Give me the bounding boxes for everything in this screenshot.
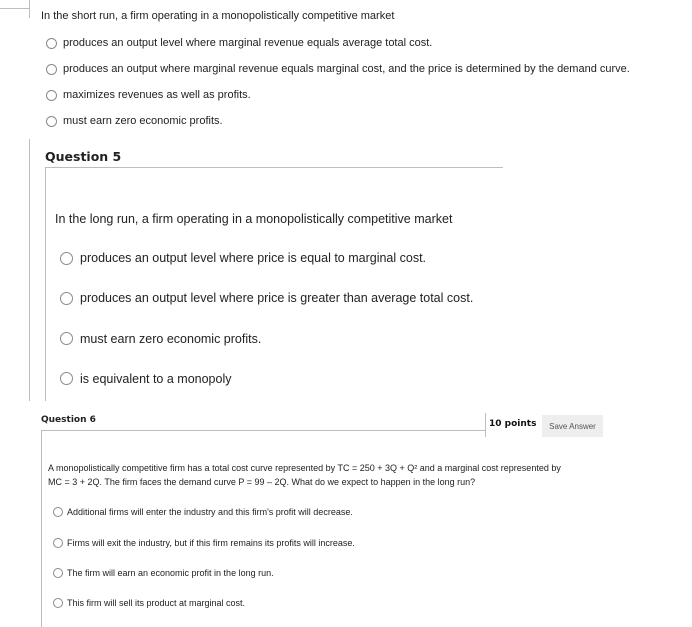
q4-option-4-radio[interactable] <box>46 116 57 127</box>
question-5-inner-left-border <box>45 167 46 401</box>
q6-option-4-radio[interactable] <box>53 598 63 608</box>
q5-option-4-label: is equivalent to a monopoly <box>80 372 232 386</box>
q5-option-1-label: produces an output level where price is equal to marginal cost. <box>80 251 427 265</box>
q5-option-3-label: must earn zero economic profits. <box>80 332 262 346</box>
question-6-points-divider <box>485 413 486 437</box>
q6-option-2-label: Firms will exit the industry, but if this firm remains its profits will increase. <box>67 538 355 548</box>
q5-option-4-radio[interactable] <box>60 372 73 385</box>
question-6-left-border <box>41 430 42 627</box>
q4-option-3-label: maximizes revenues as well as profits. <box>63 89 251 101</box>
q6-option-4-label: This firm will sell its product at marginal cost. <box>67 598 246 608</box>
question-5-prompt: In the long run, a firm operating in a monopolistically competitive market <box>55 212 453 226</box>
q5-option-2-label: produces an output level where price is greater than average total cost. <box>80 291 474 305</box>
q6-option-1-radio[interactable] <box>53 507 63 517</box>
save-answer-button[interactable]: Save Answer <box>542 415 603 437</box>
q4-option-3-radio[interactable] <box>46 90 57 101</box>
q6-option-2-radio[interactable] <box>53 538 63 548</box>
question-5-outer-left-border <box>29 139 30 401</box>
q4-option-4-label: must earn zero economic profits. <box>63 115 223 127</box>
question-6-title-underline <box>41 430 485 431</box>
question-5-title-underline <box>45 167 503 168</box>
question-5-title: Question 5 <box>45 149 122 164</box>
q4-option-2-label: produces an output where marginal revenue equals marginal cost, and the price is determined by the demand curve. <box>63 63 630 75</box>
q5-option-1-radio[interactable] <box>60 252 73 265</box>
q5-option-2-radio[interactable] <box>60 292 73 305</box>
q5-option-3-radio[interactable] <box>60 332 73 345</box>
q4-option-1-radio[interactable] <box>46 38 57 49</box>
q4-option-2-radio[interactable] <box>46 64 57 75</box>
question-6-prompt-line-2: MC = 3 + 2Q. The firm faces the demand curve P = 99 – 2Q. What do we expect to happen in the long run? <box>48 477 476 487</box>
q4-option-1-label: produces an output level where marginal revenue equals average total cost. <box>63 37 433 49</box>
q6-option-1-label: Additional firms will enter the industry and this firm's profit will decrease. <box>67 507 353 517</box>
question-4-top-border <box>0 8 30 9</box>
question-4-left-border <box>29 0 30 18</box>
question-6-points: 10 points <box>489 419 537 429</box>
question-4-prompt: In the short run, a firm operating in a monopolistically competitive market <box>41 10 395 22</box>
q6-option-3-radio[interactable] <box>53 568 63 578</box>
question-6-prompt-line-1: A monopolistically competitive firm has a total cost curve represented by TC = 250 + 3Q + Q² and a marginal cost represented by <box>48 463 561 473</box>
question-6-title: Question 6 <box>41 415 96 425</box>
q6-option-3-label: The firm will earn an economic profit in the long run. <box>67 568 274 578</box>
